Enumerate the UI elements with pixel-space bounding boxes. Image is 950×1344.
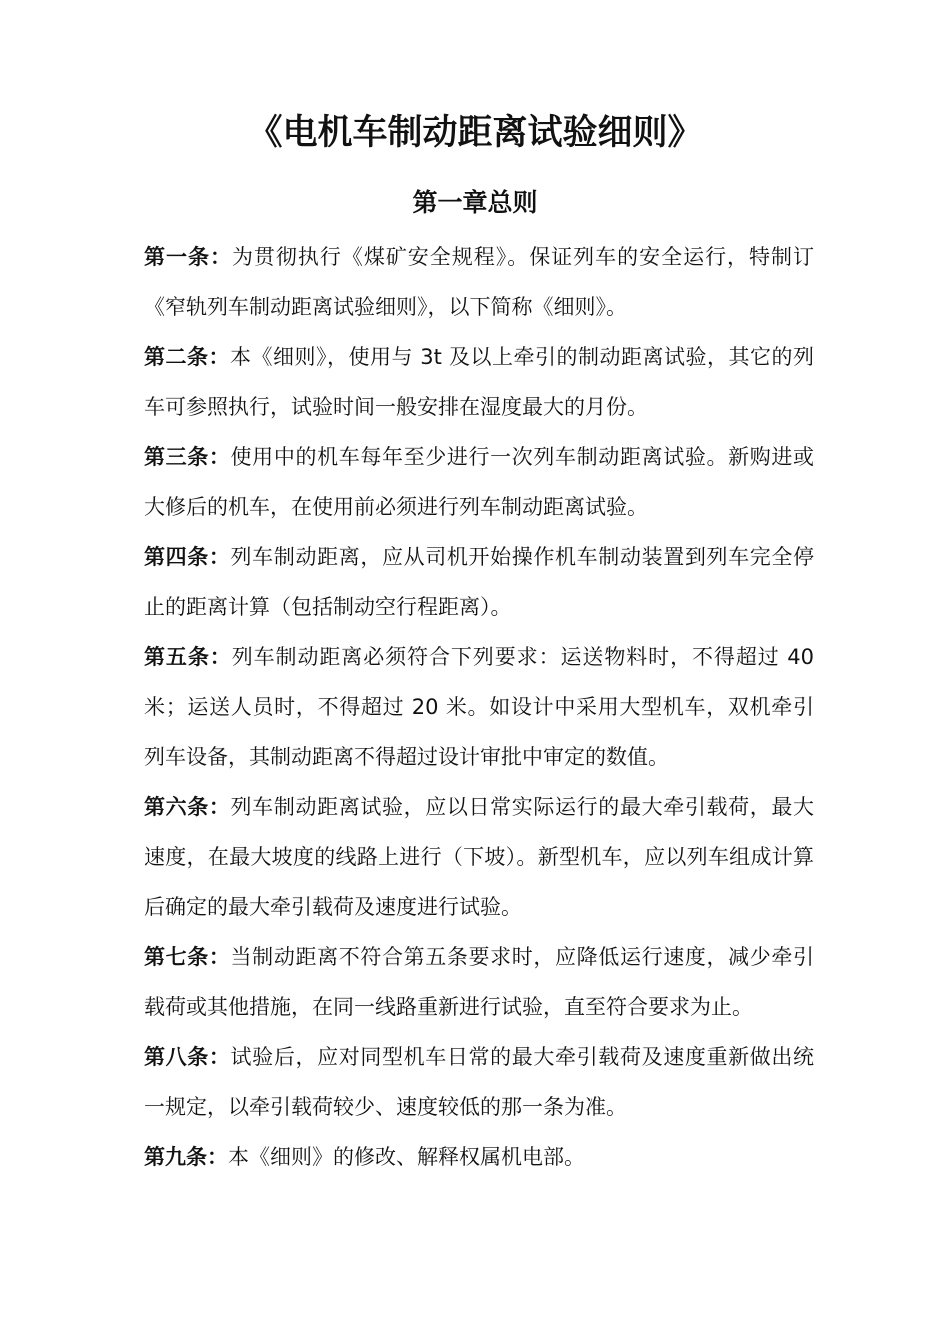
article-9 xyxy=(144,1132,814,1182)
article-label: 第二条： xyxy=(144,345,231,369)
article-text: 列车制动距离必须符合下列要求：运送物料时，不得超过 40 米；运送人员时，不得超过 20 米。如设计中采用大型机车，双机牵引列车设备，其制动距离不得超过设计审批中审定的数值。 xyxy=(144,645,814,769)
article-text: 列车制动距离，应从司机开始操作机车制动装置到列车完全停止的距离计算（包括制动空行程距离）。 xyxy=(144,545,815,619)
article-2 xyxy=(144,332,814,432)
article-7 xyxy=(144,932,814,1032)
article-text: 本《细则》，使用与 3t 及以上牵引的制动距离试验，其它的列车可参照执行，试验时间一般安排在湿度最大的月份。 xyxy=(144,345,814,419)
document-title: 《电机车制动距离试验细则》 xyxy=(247,113,703,153)
article-text: 使用中的机车每年至少进行一次列车制动距离试验。新购进或大修后的机车，在使用前必须进行列车制动距离试验。 xyxy=(144,445,815,519)
article-text: 当制动距离不符合第五条要求时，应降低运行速度，减少牵引载荷或其他措施，在同一线路重新进行试验，直至符合要求为止。 xyxy=(144,945,815,1019)
article-label: 第九条： xyxy=(144,1145,228,1169)
article-label: 第八条： xyxy=(144,1045,231,1069)
article-6 xyxy=(144,782,814,932)
article-label: 第六条： xyxy=(144,795,231,819)
article-text: 本《细则》的修改、解释权属机电部。 xyxy=(228,1145,585,1169)
article-list xyxy=(144,232,814,1182)
article-label: 第三条： xyxy=(144,445,231,469)
article-label: 第一条： xyxy=(144,245,232,269)
article-3 xyxy=(144,432,814,532)
article-label: 第四条： xyxy=(144,545,231,569)
article-4 xyxy=(144,532,814,632)
article-5 xyxy=(144,632,814,782)
article-1 xyxy=(144,232,814,332)
article-label: 第七条： xyxy=(144,945,231,969)
article-text: 列车制动距离试验，应以日常实际运行的最大牵引载荷，最大速度，在最大坡度的线路上进行（下坡）。新型机车，应以列车组成计算后确定的最大牵引载荷及速度进行试验。 xyxy=(144,795,815,919)
article-text: 试验后，应对同型机车日常的最大牵引载荷及速度重新做出统一规定，以牵引载荷较少、速度较低的那一条为准。 xyxy=(144,1045,815,1119)
chapter-title: 第一章总则 xyxy=(412,188,538,217)
article-label: 第五条： xyxy=(144,645,232,669)
article-8 xyxy=(144,1032,814,1132)
article-text: 为贯彻执行《煤矿安全规程》。保证列车的安全运行，特制订《窄轨列车制动距离试验细则》，以下简称《细则》。 xyxy=(144,245,815,319)
